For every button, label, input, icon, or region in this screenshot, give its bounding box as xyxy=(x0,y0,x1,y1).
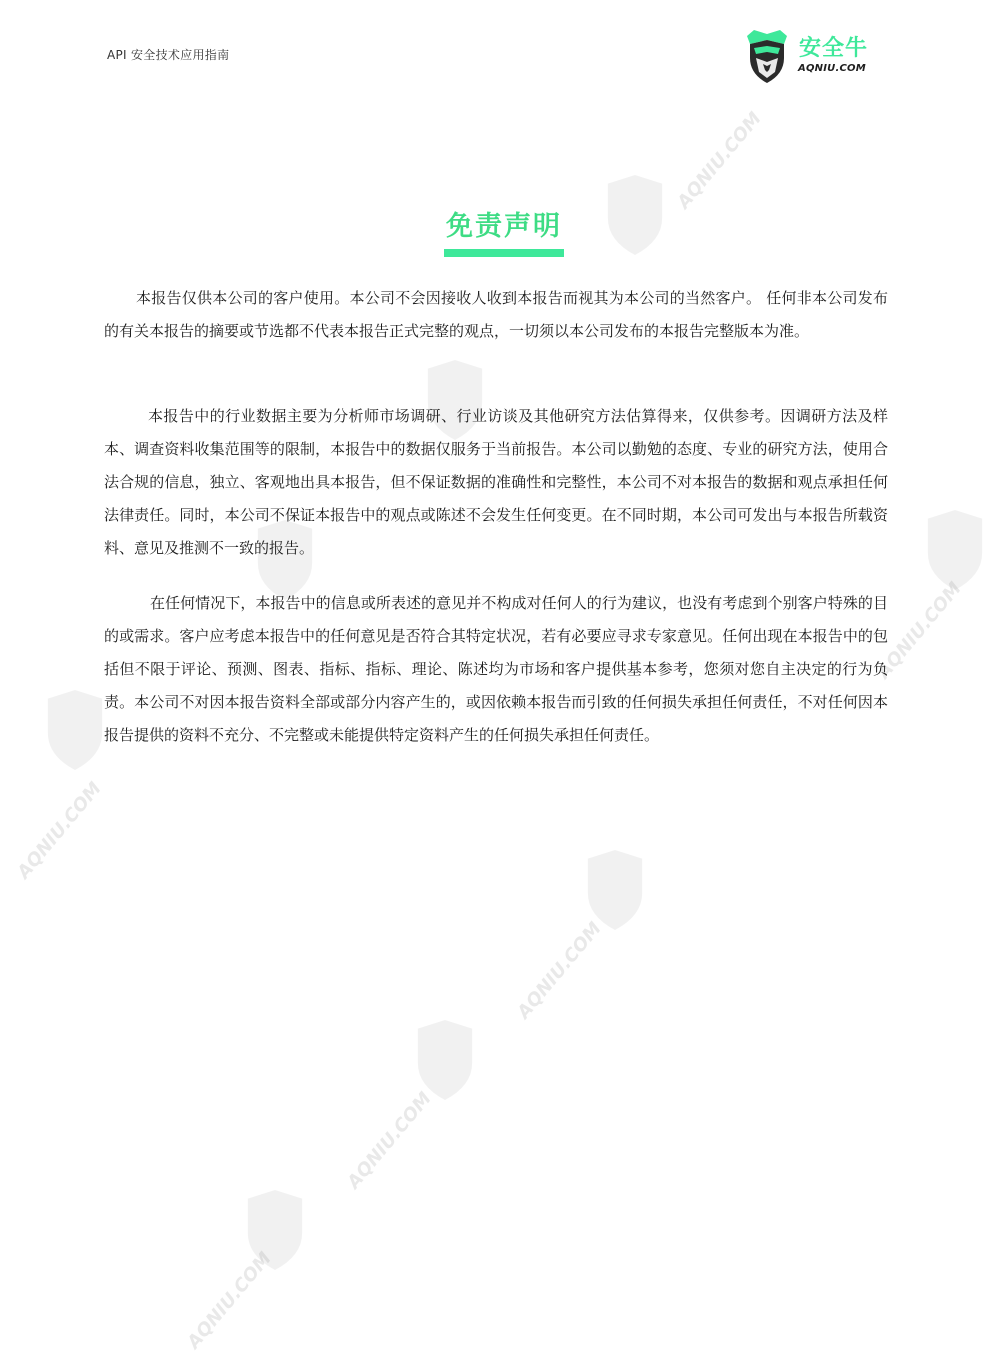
helmet-logo-icon xyxy=(744,28,790,84)
disclaimer-paragraph: 本报告仅供本公司的客户使用。本公司不会因接收人收到本报告而视其为本公司的当然客户。 任何非本公司发布的有关本报告的摘要或节选都不代表本报告正式完整的观点，一切须以本公司发布的本报告完整版本为准。 xyxy=(104,289,888,340)
watermark-text: AQNIU.COM xyxy=(343,1088,436,1193)
logo-watermark-icon xyxy=(920,510,990,590)
page-title: 免责声明 xyxy=(446,211,562,242)
watermark-text: AQNIU.COM xyxy=(183,1248,276,1353)
logo-watermark-icon xyxy=(240,1190,310,1270)
watermark-text: AQNIU.COM xyxy=(673,108,766,213)
watermark-text: AQNIU.COM xyxy=(873,578,966,683)
logo-watermark-icon xyxy=(40,690,110,770)
disclaimer-paragraph: 本报告中的行业数据主要为分析师市场调研、行业访谈及其他研究方法估算得来，仅供参考。因调研方法及样本、调查资料收集范围等的限制，本报告中的数据仅服务于当前报告。本公司以勤勉的态度、专业的研究方法，使用合法合规的信息，独立、客观地出具本报告，但不保证数据的准确性和完整性，本公司不对本报告的数据和观点承担任何法律责任。同时，本公司不保证本报告中的观点或陈述不会发生任何变更。在不同时期，本公司可发出与本报告所载资料、意见及推测不一致的报告。 xyxy=(104,407,888,557)
logo-name-en: AQNIU.COM xyxy=(798,63,866,74)
document-header-title: API 安全技术应用指南 xyxy=(107,48,230,62)
logo-watermark-icon xyxy=(580,850,650,930)
logo-name-cn: 安全牛 xyxy=(799,36,869,61)
logo-watermark-icon xyxy=(600,175,670,255)
logo-watermark-icon xyxy=(410,1020,480,1100)
brand-logo xyxy=(744,28,874,86)
title-underline xyxy=(444,249,564,257)
watermark-text: AQNIU.COM xyxy=(513,918,606,1023)
watermark-text: AQNIU.COM xyxy=(13,778,106,883)
disclaimer-paragraph: 在任何情况下，本报告中的信息或所表述的意见并不构成对任何人的行为建议，也没有考虑到个别客户特殊的目的或需求。客户应考虑本报告中的任何意见是否符合其特定状况，若有必要应寻求专家意见。任何出现在本报告中的包括但不限于评论、预测、图表、指标、指标、理论、陈述均为市场和客户提供基本参考，您须对您自主决定的行为负责。本公司不对因本报告资料全部或部分内容产生的，或因依赖本报告而引致的任何损失承担任何责任，不对任何因本报告提供的资料不充分、不完整或未能提供特定资料产生的任何损失承担任何责任。 xyxy=(104,594,888,744)
